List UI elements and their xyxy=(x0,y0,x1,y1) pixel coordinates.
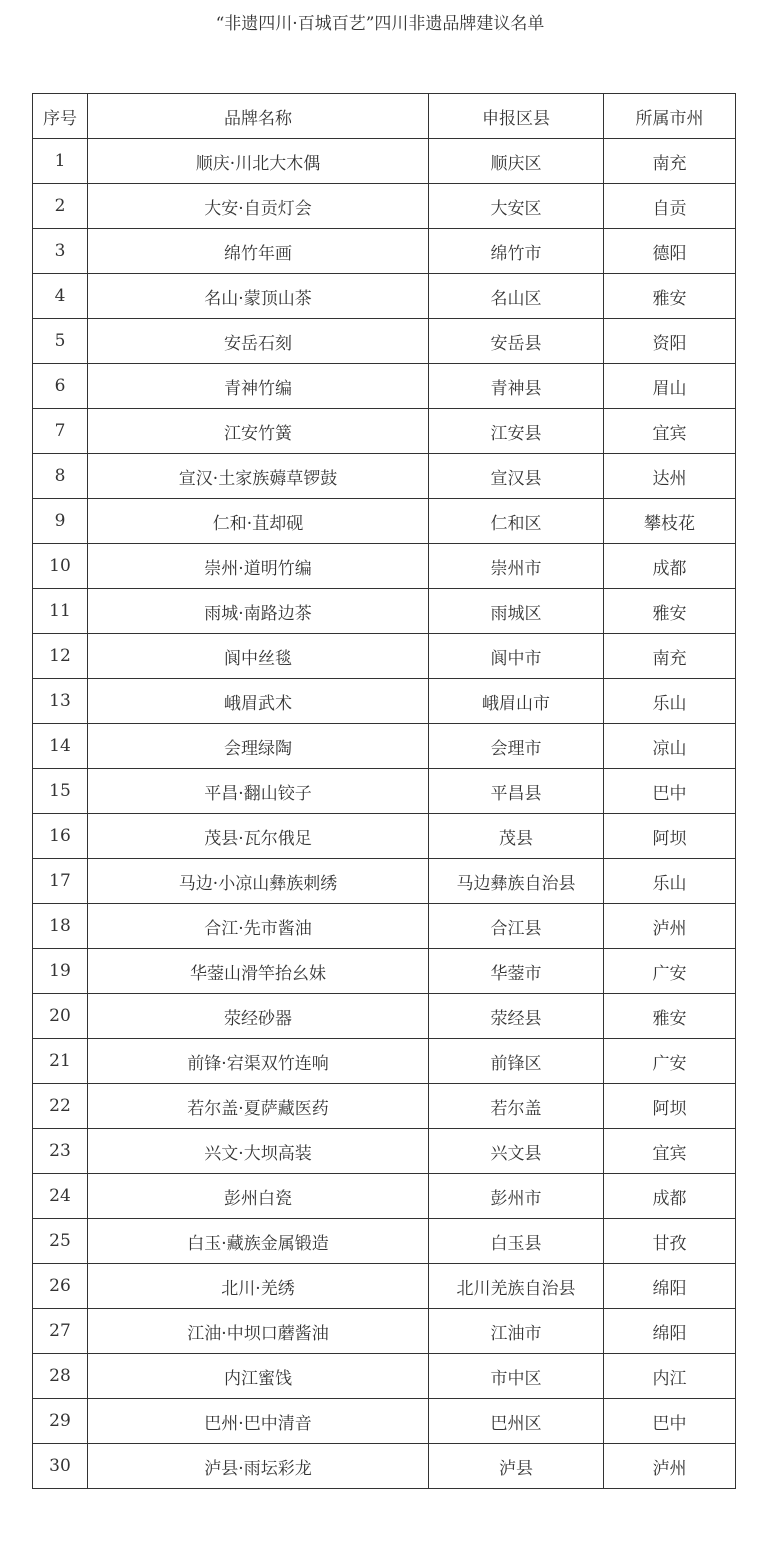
table-row xyxy=(33,499,736,544)
table-row xyxy=(33,904,736,949)
row-index-cell: 4 xyxy=(33,274,88,319)
brand-name-cell: 马边·小凉山彝族刺绣 xyxy=(88,859,429,904)
district-cell: 顺庆区 xyxy=(429,139,604,184)
table-row xyxy=(33,1174,736,1219)
table-row xyxy=(33,994,736,1039)
table-row xyxy=(33,859,736,904)
brand-name-cell: 绵竹年画 xyxy=(88,229,429,274)
row-index-cell: 27 xyxy=(33,1309,88,1354)
brand-name-cell: 江油·中坝口蘑酱油 xyxy=(88,1309,429,1354)
row-index-cell: 8 xyxy=(33,454,88,499)
table-body xyxy=(33,139,736,1489)
brand-name-cell: 华蓥山滑竿抬幺妹 xyxy=(88,949,429,994)
district-cell: 彭州市 xyxy=(429,1174,604,1219)
district-cell: 安岳县 xyxy=(429,319,604,364)
brand-name-cell: 内江蜜饯 xyxy=(88,1354,429,1399)
brand-name-cell: 峨眉武术 xyxy=(88,679,429,724)
table-row xyxy=(33,634,736,679)
city-cell: 雅安 xyxy=(604,589,736,634)
table-row xyxy=(33,1354,736,1399)
district-cell: 若尔盖 xyxy=(429,1084,604,1129)
city-cell: 宜宾 xyxy=(604,409,736,454)
district-cell: 华蓥市 xyxy=(429,949,604,994)
city-cell: 内江 xyxy=(604,1354,736,1399)
district-cell: 大安区 xyxy=(429,184,604,229)
table-row xyxy=(33,769,736,814)
row-index-cell: 22 xyxy=(33,1084,88,1129)
header-index: 序号 xyxy=(33,94,88,139)
row-index-cell: 9 xyxy=(33,499,88,544)
row-index-cell: 15 xyxy=(33,769,88,814)
table-row xyxy=(33,724,736,769)
table-row xyxy=(33,184,736,229)
district-cell: 仁和区 xyxy=(429,499,604,544)
row-index-cell: 28 xyxy=(33,1354,88,1399)
table-row xyxy=(33,679,736,724)
district-cell: 江油市 xyxy=(429,1309,604,1354)
row-index-cell: 18 xyxy=(33,904,88,949)
district-cell: 绵竹市 xyxy=(429,229,604,274)
city-cell: 乐山 xyxy=(604,679,736,724)
city-cell: 广安 xyxy=(604,1039,736,1084)
brand-name-cell: 青神竹编 xyxy=(88,364,429,409)
brand-name-cell: 安岳石刻 xyxy=(88,319,429,364)
row-index-cell: 19 xyxy=(33,949,88,994)
brand-list-table xyxy=(32,93,736,1489)
table-row xyxy=(33,1039,736,1084)
district-cell: 北川羌族自治县 xyxy=(429,1264,604,1309)
brand-name-cell: 巴州·巴中清音 xyxy=(88,1399,429,1444)
district-cell: 兴文县 xyxy=(429,1129,604,1174)
table-row xyxy=(33,1084,736,1129)
table-row xyxy=(33,364,736,409)
header-city: 所属市州 xyxy=(604,94,736,139)
row-index-cell: 30 xyxy=(33,1444,88,1489)
row-index-cell: 7 xyxy=(33,409,88,454)
city-cell: 甘孜 xyxy=(604,1219,736,1264)
city-cell: 雅安 xyxy=(604,274,736,319)
table-row xyxy=(33,1264,736,1309)
district-cell: 雨城区 xyxy=(429,589,604,634)
district-cell: 泸县 xyxy=(429,1444,604,1489)
city-cell: 南充 xyxy=(604,139,736,184)
brand-name-cell: 江安竹簧 xyxy=(88,409,429,454)
table-row xyxy=(33,589,736,634)
city-cell: 雅安 xyxy=(604,994,736,1039)
city-cell: 自贡 xyxy=(604,184,736,229)
district-cell: 巴州区 xyxy=(429,1399,604,1444)
row-index-cell: 21 xyxy=(33,1039,88,1084)
table-header-row xyxy=(33,94,736,139)
row-index-cell: 10 xyxy=(33,544,88,589)
table-row xyxy=(33,139,736,184)
row-index-cell: 5 xyxy=(33,319,88,364)
city-cell: 成都 xyxy=(604,544,736,589)
row-index-cell: 24 xyxy=(33,1174,88,1219)
row-index-cell: 2 xyxy=(33,184,88,229)
brand-name-cell: 仁和·苴却砚 xyxy=(88,499,429,544)
brand-name-cell: 雨城·南路边茶 xyxy=(88,589,429,634)
table-row xyxy=(33,1129,736,1174)
district-cell: 市中区 xyxy=(429,1354,604,1399)
brand-name-cell: 阆中丝毯 xyxy=(88,634,429,679)
row-index-cell: 6 xyxy=(33,364,88,409)
city-cell: 凉山 xyxy=(604,724,736,769)
city-cell: 巴中 xyxy=(604,1399,736,1444)
brand-name-cell: 平昌·翻山铰子 xyxy=(88,769,429,814)
brand-name-cell: 北川·羌绣 xyxy=(88,1264,429,1309)
city-cell: 绵阳 xyxy=(604,1309,736,1354)
city-cell: 阿坝 xyxy=(604,1084,736,1129)
header-district: 申报区县 xyxy=(429,94,604,139)
city-cell: 成都 xyxy=(604,1174,736,1219)
district-cell: 江安县 xyxy=(429,409,604,454)
district-cell: 荥经县 xyxy=(429,994,604,1039)
document-title: “非遗四川·百城百艺”四川非遗品牌建议名单 xyxy=(215,14,545,34)
district-cell: 茂县 xyxy=(429,814,604,859)
table-row xyxy=(33,319,736,364)
brand-name-cell: 大安·自贡灯会 xyxy=(88,184,429,229)
brand-name-cell: 宣汉·土家族薅草锣鼓 xyxy=(88,454,429,499)
table-row xyxy=(33,544,736,589)
brand-name-cell: 合江·先市酱油 xyxy=(88,904,429,949)
row-index-cell: 25 xyxy=(33,1219,88,1264)
district-cell: 青神县 xyxy=(429,364,604,409)
row-index-cell: 20 xyxy=(33,994,88,1039)
header-brand-name: 品牌名称 xyxy=(88,94,429,139)
table-row xyxy=(33,409,736,454)
city-cell: 眉山 xyxy=(604,364,736,409)
table-row xyxy=(33,1399,736,1444)
row-index-cell: 13 xyxy=(33,679,88,724)
row-index-cell: 17 xyxy=(33,859,88,904)
city-cell: 阿坝 xyxy=(604,814,736,859)
table-row xyxy=(33,949,736,994)
district-cell: 阆中市 xyxy=(429,634,604,679)
row-index-cell: 1 xyxy=(33,139,88,184)
brand-name-cell: 兴文·大坝高装 xyxy=(88,1129,429,1174)
brand-name-cell: 若尔盖·夏萨藏医药 xyxy=(88,1084,429,1129)
district-cell: 白玉县 xyxy=(429,1219,604,1264)
district-cell: 崇州市 xyxy=(429,544,604,589)
city-cell: 宜宾 xyxy=(604,1129,736,1174)
city-cell: 绵阳 xyxy=(604,1264,736,1309)
city-cell: 巴中 xyxy=(604,769,736,814)
row-index-cell: 11 xyxy=(33,589,88,634)
brand-name-cell: 会理绿陶 xyxy=(88,724,429,769)
table-row xyxy=(33,1309,736,1354)
brand-name-cell: 前锋·宕渠双竹连响 xyxy=(88,1039,429,1084)
city-cell: 乐山 xyxy=(604,859,736,904)
district-cell: 名山区 xyxy=(429,274,604,319)
brand-name-cell: 顺庆·川北大木偶 xyxy=(88,139,429,184)
brand-name-cell: 荥经砂器 xyxy=(88,994,429,1039)
table-row xyxy=(33,814,736,859)
district-cell: 马边彝族自治县 xyxy=(429,859,604,904)
district-cell: 平昌县 xyxy=(429,769,604,814)
city-cell: 广安 xyxy=(604,949,736,994)
brand-name-cell: 茂县·瓦尔俄足 xyxy=(88,814,429,859)
city-cell: 达州 xyxy=(604,454,736,499)
brand-name-cell: 白玉·藏族金属锻造 xyxy=(88,1219,429,1264)
brand-name-cell: 名山·蒙顶山茶 xyxy=(88,274,429,319)
row-index-cell: 29 xyxy=(33,1399,88,1444)
city-cell: 攀枝花 xyxy=(604,499,736,544)
district-cell: 会理市 xyxy=(429,724,604,769)
row-index-cell: 12 xyxy=(33,634,88,679)
district-cell: 合江县 xyxy=(429,904,604,949)
city-cell: 泸州 xyxy=(604,1444,736,1489)
district-cell: 宣汉县 xyxy=(429,454,604,499)
row-index-cell: 26 xyxy=(33,1264,88,1309)
brand-name-cell: 泸县·雨坛彩龙 xyxy=(88,1444,429,1489)
row-index-cell: 23 xyxy=(33,1129,88,1174)
city-cell: 泸州 xyxy=(604,904,736,949)
district-cell: 峨眉山市 xyxy=(429,679,604,724)
table-row xyxy=(33,274,736,319)
table-row xyxy=(33,1219,736,1264)
row-index-cell: 16 xyxy=(33,814,88,859)
brand-name-cell: 崇州·道明竹编 xyxy=(88,544,429,589)
district-cell: 前锋区 xyxy=(429,1039,604,1084)
row-index-cell: 3 xyxy=(33,229,88,274)
city-cell: 资阳 xyxy=(604,319,736,364)
city-cell: 南充 xyxy=(604,634,736,679)
row-index-cell: 14 xyxy=(33,724,88,769)
brand-name-cell: 彭州白瓷 xyxy=(88,1174,429,1219)
table-row xyxy=(33,1444,736,1489)
city-cell: 德阳 xyxy=(604,229,736,274)
table-row xyxy=(33,454,736,499)
table-row xyxy=(33,229,736,274)
